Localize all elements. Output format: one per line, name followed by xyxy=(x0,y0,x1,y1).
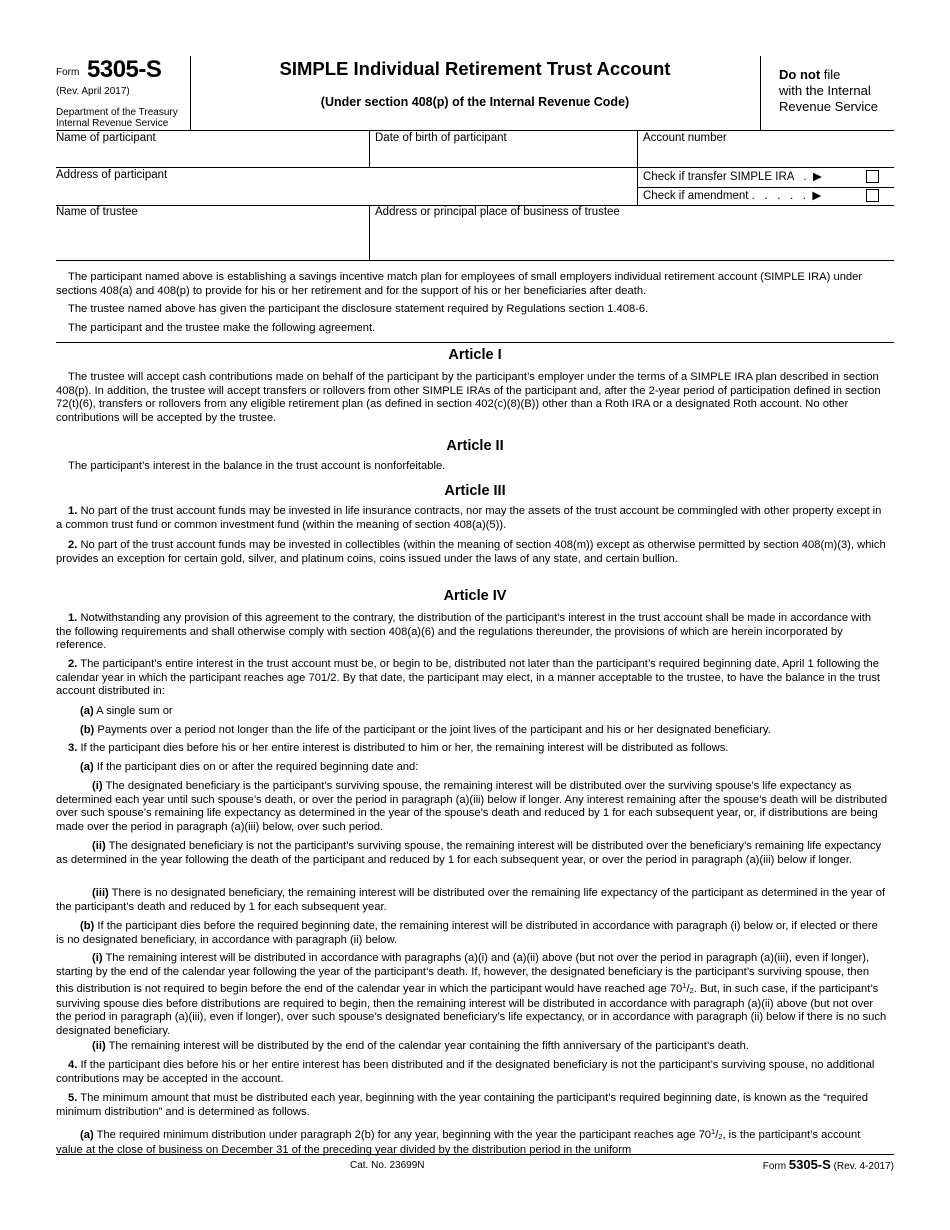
item-number: 5. xyxy=(68,1092,78,1104)
item-text: Notwithstanding any provision of this agreement to the contrary, the distribution of the participant’s interest in the trust account shall be made in accordance with the following requirements and shall otherwise comply with section 408(a)(6) and the regulations thereunder, the provisions of which are herein incorporated by reference. xyxy=(56,612,872,652)
item-number: 3. xyxy=(68,742,78,754)
article-4-item-3b-i: (i) The remaining interest will be distributed in accordance with paragraphs (a)(i) and (a)(ii) above (but not over the period in paragraph (a)(iii), even if longer), starting by the end of the calendar year following the year of the participant’s death. If, however, the designated beneficiary is the participant’s surviving spouse, then this distribution is not required to begin before the end of the calendar year in which the participant would have reached age $70^1/_2$. But, in such case, if the participant’s surviving spouse dies before distributions are required to begin, then the remaining interest will be distributed in accordance with paragraph (a)(ii) above (but not over the period in paragraph (a)(iii), even if longer), over such spouse’s designated beneficiary’s life expectancy, or in accordance with paragraph (ii) below if there is no such designated beneficiary. xyxy=(56,952,887,1037)
article-2-heading: Article II xyxy=(446,438,504,454)
form-number: 5305-S xyxy=(87,56,162,83)
intro-paragraph-3: The participant and the trustee make the following agreement. xyxy=(68,322,376,334)
fraction-numerator: 1 xyxy=(711,1127,716,1136)
item-number: 1. xyxy=(68,505,78,517)
item-number: (b) xyxy=(80,724,95,736)
item-text: If the participant dies before the required beginning date, the remaining interest will be distributed in accordance with paragraph (i) below or, if elected or there is no designated beneficiary, in accordance with paragraph (ii) below. xyxy=(56,920,878,946)
item-text: If the participant dies before his or her entire interest has been distributed and if the designated beneficiary is not the participant’s surviving spouse, no additional contributions may be accepted in the account. xyxy=(56,1059,875,1085)
article-3-item-1 xyxy=(56,505,888,532)
do-not-bold: Do not xyxy=(779,67,821,82)
check-amendment-label: Check if amendment . . . . . ▶ xyxy=(643,190,822,202)
dob-participant-label: Date of birth of participant xyxy=(375,132,507,144)
item-number: (ii) xyxy=(92,1040,106,1052)
check-transfer-label: Check if transfer SIMPLE IRA . ▶ xyxy=(643,171,822,183)
item-number: (i) xyxy=(92,780,103,792)
item-number: 4. xyxy=(68,1059,78,1071)
department-line-1: Department of the Treasury xyxy=(56,107,178,118)
footer-form-word: Form xyxy=(762,1161,787,1172)
article-4-item-3a-ii xyxy=(56,840,888,867)
article-4-item-3b-ii xyxy=(56,1040,888,1054)
item-number: (a) xyxy=(80,761,94,773)
amendment-checkbox[interactable] xyxy=(866,189,879,202)
address-of-participant-label: Address of participant xyxy=(56,169,168,181)
address-of-trustee-label: Address or principal place of business of trustee xyxy=(375,206,620,218)
article-4-item-2b xyxy=(56,724,888,738)
item-text: No part of the trust account funds may be invested in collectibles (within the meaning of section 408(m)) except as otherwise permitted by section 408(m)(3), which provides an exception for certain gold, silver, and platinum coins, coins issued under the laws of any state, and certain bullion. xyxy=(56,539,886,565)
intro-paragraph-2: The trustee named above has given the participant the disclosure statement required by Regulations section 1.408-6. xyxy=(68,303,649,315)
item-text: If the participant dies before his or her entire interest is distributed to him or her, the remaining interest will be distributed as follows. xyxy=(77,742,729,754)
fraction-numerator: 1 xyxy=(682,981,687,991)
article-2-paragraph: The participant’s interest in the balance in the trust account is nonforfeitable. xyxy=(68,460,446,472)
fraction-denominator: 2 xyxy=(718,1132,723,1141)
item-number: 2. xyxy=(68,658,78,670)
item-text: The participant’s entire interest in the trust account must be, or begin to be, distributed not later than the participant’s required beginning date, April 1 following the calendar year in which the participant reaches age 701/2. By that date, the participant may elect, in a manner acceptable to the trustee, to have the balance in the trust account distributed in: xyxy=(56,658,881,698)
article-3-heading: Article III xyxy=(444,483,506,499)
article-3-item-2 xyxy=(56,539,888,566)
item-number: (i) xyxy=(92,952,103,964)
intro-paragraph-1: The participant named above is establishing a savings incentive match plan for employees of small employers individual retirement account (SIMPLE IRA) under sections 408(a) and 408(p) to provide for his or her retirement and for the support of his or her beneficiaries after death. xyxy=(56,271,863,297)
item-text: The remaining interest will be distributed in accordance with paragraphs (a)(i) and (a)(ii) above (but not over the period in paragraph (a)(iii), even if longer), starting by the end of the calendar year following the year of the participant’s death. If, however, the designated beneficiary is the participant’s surviving spouse, then this distribution is not required to begin before the end of the calendar year in which the participant would have reached age 70 xyxy=(56,952,870,996)
form-title: SIMPLE Individual Retirement Trust Account xyxy=(279,58,671,79)
article-4-heading: Article IV xyxy=(443,588,507,604)
item-number: (b) xyxy=(80,920,95,932)
form-subtitle: (Under section 408(p) of the Internal Revenue Code) xyxy=(320,95,630,109)
article-4-item-2 xyxy=(56,658,888,699)
article-1-heading: Article I xyxy=(448,347,502,363)
do-not-rest: file xyxy=(820,67,841,82)
article-4-item-1 xyxy=(56,612,888,653)
article-4-item-2a xyxy=(56,705,888,719)
do-not-file-notice xyxy=(779,67,878,115)
name-of-trustee-label: Name of trustee xyxy=(56,206,138,218)
article-4-item-3a-i xyxy=(56,780,888,834)
item-text: The remaining interest will be distributed by the end of the calendar year containing the fifth anniversary of the participant’s death. xyxy=(105,1040,749,1052)
item-text: If the participant dies on or after the required beginning date and: xyxy=(93,761,419,773)
article-4-item-3 xyxy=(56,742,888,756)
footer-form-id xyxy=(763,1157,894,1173)
item-number: (a) xyxy=(80,1129,94,1141)
item-text: The minimum amount that must be distributed each year, beginning with the year containing the participant’s required beginning date, is known as the “required minimum distribution” and is determined as follows. xyxy=(56,1092,868,1118)
item-text: The designated beneficiary is the participant’s surviving spouse, the remaining interest will be distributed over the surviving spouse’s life expectancy as determined each year until such spouse’s death, or over the period in paragraph (a)(iii) below if longer. Any interest remaining after the spouse’s death will be distributed over such spouse’s remaining life expectancy as determined in the year of the spouse’s death and reduced by 1 for each subsequent year, or, if distributions are being made over the period in paragraph (a)(iii) below, over such period. xyxy=(56,780,888,833)
form-revision: (Rev. April 2017) xyxy=(56,86,130,97)
article-4-item-4 xyxy=(56,1059,888,1086)
do-not-line-2: with the Internal xyxy=(779,83,871,98)
footer-revision: (Rev. 4-2017) xyxy=(833,1161,894,1172)
name-of-participant-label: Name of participant xyxy=(56,132,156,144)
department-line-2: Internal Revenue Service xyxy=(56,118,169,129)
fraction-denominator: 2 xyxy=(689,986,694,996)
item-text: , is the participant’s account value at the close of business on December 31 of the preceding year divided by the distribution period in the uniform xyxy=(56,1129,861,1156)
article-4-item-5a: (a) The required minimum distribution under paragraph 2(b) for any year, beginning with the year the participant reaches age $70^1/_2$, is the participant’s account value at the close of business on December 31 of the preceding year divided by the distribution period in the uniform xyxy=(56,1127,861,1156)
item-text: Payments over a period not longer than the life of the participant or the joint lives of the participant and his or her designated beneficiary. xyxy=(94,724,771,736)
item-number: 1. xyxy=(68,612,78,624)
item-text: No part of the trust account funds may be invested in life insurance contracts, nor may the assets of the trust account be commingled with other property except in a common trust fund or common investment fund (within the meaning of section 408(a)(5)). xyxy=(56,505,882,531)
item-text: The required minimum distribution under paragraph 2(b) for any year, beginning with the year the participant reaches age 70 xyxy=(93,1129,712,1141)
item-number: 2. xyxy=(68,539,78,551)
item-text: The designated beneficiary is not the participant’s surviving spouse, the remaining interest will be distributed over the beneficiary’s remaining life expectancy as determined in the year following the death of the participant and reduced by 1 for each subsequent year, or over the period in paragraph (a)(iii) below if longer. xyxy=(56,840,882,866)
item-text: A single sum or xyxy=(93,705,173,717)
footer-form-number: 5305-S xyxy=(788,1157,831,1172)
article-4-item-3b xyxy=(56,920,888,947)
item-text: . But, in such case, if the participant’s surviving spouse dies before distributions are required to begin, then the remaining interest will be distributed in accordance with paragraph (a)(ii) above (but not over the period in paragraph (a)(iii), even if longer), over such spouse’s designated beneficiary’s life expectancy, or in accordance with paragraph (ii) below if there is no such designated beneficiary. xyxy=(56,983,887,1037)
article-1-paragraph: The trustee will accept cash contributions made on behalf of the participant by the participant’s employer under the terms of a SIMPLE IRA plan described in section 408(p). In addition, the trustee will accept transfers or rollovers from other SIMPLE IRAs of the participant and, after the 2-year period of participation defined in section 72(t)(6), transfers or rollovers from any eligible retirement plan (as defined in section 402(c)(8)(B)) other than a Roth IRA or a designated Roth account. No other contributions will be accepted by the trustee. xyxy=(56,371,881,424)
article-4-item-5 xyxy=(56,1092,888,1119)
item-number: (ii) xyxy=(92,840,106,852)
do-not-line-3: Revenue Service xyxy=(779,99,878,114)
item-text: There is no designated beneficiary, the remaining interest will be distributed over the remaining life expectancy of the participant as determined in the year of the participant’s death and reduced by 1 for each subsequent year. xyxy=(56,887,886,913)
item-number: (iii) xyxy=(92,887,109,899)
account-number-label: Account number xyxy=(643,132,727,144)
form-word: Form xyxy=(56,67,80,78)
article-4-item-3a-iii xyxy=(56,887,888,914)
transfer-simple-ira-checkbox[interactable] xyxy=(866,170,879,183)
article-4-item-3a xyxy=(56,761,888,775)
item-number: (a) xyxy=(80,705,94,717)
catalog-number: Cat. No. 23699N xyxy=(350,1160,425,1171)
